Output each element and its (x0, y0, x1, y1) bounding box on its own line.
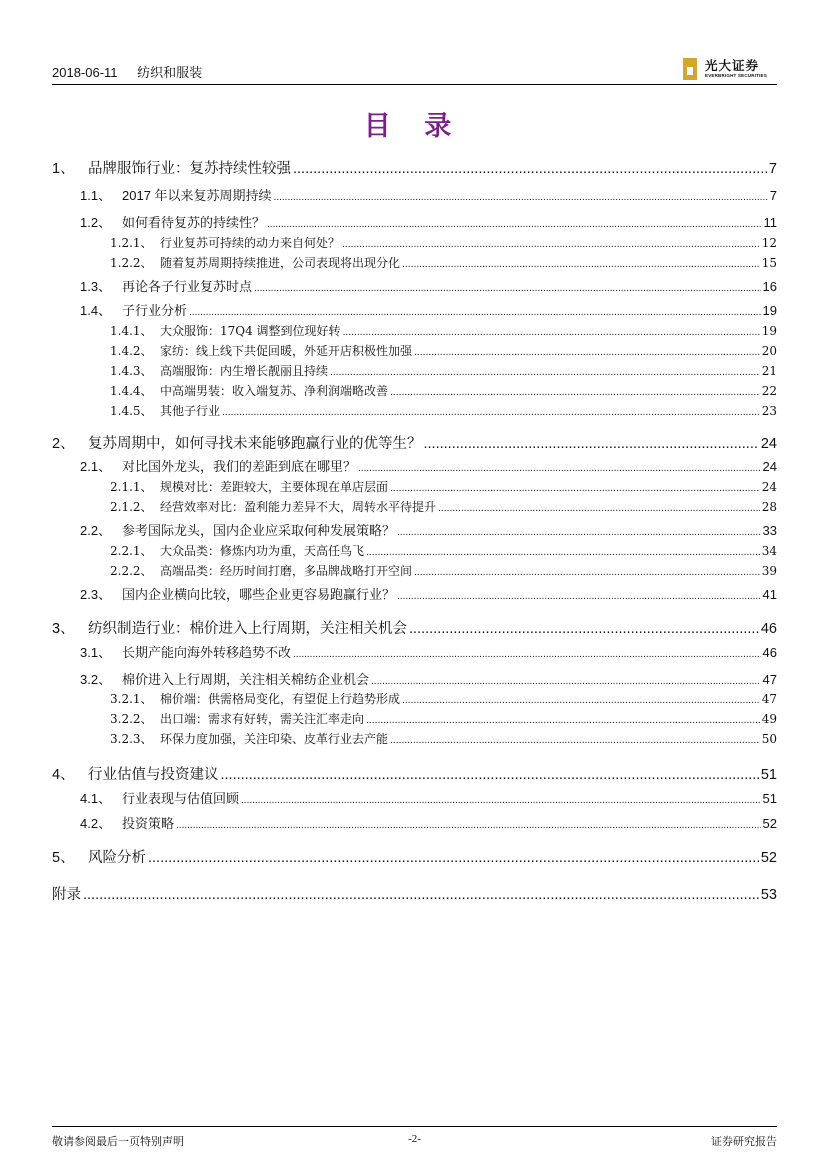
toc-leader-dots (366, 716, 760, 726)
toc-entry-number: 2.2.1、 (110, 544, 153, 558)
toc-entry-number: 3.1、 (80, 645, 112, 660)
toc-entry-page: 53 (760, 887, 777, 903)
toc-entry-page: 16 (762, 279, 777, 294)
toc-entry-title: 国内企业横向比较，哪些企业更容易跑赢行业？ (122, 587, 396, 602)
toc-entry-page: 7 (768, 161, 777, 177)
toc-entry-title: 再论各子行业复苏时点 (122, 279, 253, 294)
toc-entry[interactable] (80, 300, 777, 319)
toc-entry-title: 随着复苏周期持续推进，公司表现将出现分化 (160, 256, 401, 270)
toc-entry-number: 2.1.2、 (110, 500, 153, 514)
toc-entry-title: 经营效率对比：盈利能力差异不大，周转水平待提升 (160, 500, 437, 514)
toc-leader-dots (222, 408, 760, 418)
logo-text-cn: 光大证券 (705, 58, 760, 73)
header-divider (52, 84, 777, 85)
toc-entry-page: 28 (761, 500, 777, 514)
toc-leader-dots (414, 568, 760, 578)
toc-entry[interactable] (110, 342, 777, 359)
toc-leader-dots (342, 240, 760, 250)
toc-entry-title: 对比国外龙头，我们的差距到底在哪里？ (122, 459, 357, 474)
toc-entry-page: 7 (769, 188, 777, 203)
toc-entry-number: 1.4.1、 (110, 324, 153, 338)
toc-entry-title: 棉价进入上行周期，关注相关棉纺企业机会 (122, 672, 370, 687)
toc-entry-page: 33 (762, 523, 777, 538)
toc-entry-title: 高端品类：经历时间打磨，多品牌战略打开空间 (160, 564, 413, 578)
toc-leader-dots (189, 307, 761, 318)
toc-entry-title: 行业估值与投资建议 (88, 767, 219, 783)
disclaimer-note: 敬请参阅最后一页特别声明 (52, 1136, 184, 1148)
industry-name: 纺织和服装 (137, 65, 203, 80)
toc-entry-page: 34 (761, 544, 777, 558)
toc-entry[interactable] (80, 456, 777, 475)
toc-entry-title: 大众服饰：17Q4 调整到位现好转 (160, 324, 341, 338)
toc-entry[interactable] (110, 322, 777, 339)
logo-mark-icon (683, 58, 697, 80)
toc-leader-dots (343, 328, 760, 338)
toc-leader-dots (274, 192, 768, 203)
toc-entry-title: 风险分析 (88, 850, 146, 866)
toc-entry-title: 环保力度加强，关注印染、皮革行业去产能 (160, 732, 389, 746)
footer-divider (52, 1126, 777, 1127)
toc-entry-number: 4.2、 (80, 816, 112, 831)
toc-entry-number: 1.4.4、 (110, 384, 153, 398)
toc-entry-page: 24 (762, 459, 777, 474)
toc-entry-page: 22 (761, 384, 777, 398)
toc-leader-dots (176, 820, 761, 831)
toc-entry[interactable] (110, 402, 777, 419)
toc-leader-dots (330, 368, 760, 378)
company-logo (683, 56, 777, 82)
toc-entry-page: 46 (762, 645, 777, 660)
toc-entry-page: 12 (761, 236, 777, 250)
toc-entry-page: 11 (763, 215, 777, 230)
toc-leader-dots (397, 591, 761, 602)
toc-entry-title: 高端服饰：内生增长靓丽且持续 (160, 364, 329, 378)
toc-entry[interactable] (110, 382, 777, 399)
toc-entry-page: 21 (761, 364, 777, 378)
toc-entry-title: 行业表现与估值回顾 (122, 791, 240, 806)
toc-entry-page: 51 (762, 791, 777, 806)
toc-entry-page: 52 (762, 816, 777, 831)
toc-entry-title: 规模对比：差距较大，主要体现在单店层面 (160, 480, 389, 494)
toc-entry-page: 49 (761, 712, 777, 726)
toc-leader-dots (254, 283, 761, 294)
header-meta (52, 62, 218, 81)
toc-entry[interactable] (110, 542, 777, 559)
toc-entry[interactable] (110, 690, 777, 707)
toc-entry-page: 52 (760, 850, 777, 866)
toc-leader-dots (424, 436, 759, 452)
toc-entry[interactable] (52, 157, 777, 178)
toc-entry-page: 19 (761, 324, 777, 338)
toc-entry-number: 2.2.2、 (110, 564, 153, 578)
toc-entry-title: 如何看待复苏的持续性？ (122, 215, 266, 230)
toc-leader-dots (402, 260, 760, 270)
toc-entry[interactable] (80, 520, 777, 539)
toc-entry-title: 纺织制造行业：棉价进入上行周期，关注相关机会 (88, 621, 407, 637)
toc-entry[interactable] (110, 710, 777, 727)
toc-entry-title: 长期产能向海外转移趋势不改 (122, 645, 292, 660)
toc-entry-number: 3.2.2、 (110, 712, 153, 726)
toc-entry-number: 1.3、 (80, 279, 112, 294)
toc-entry[interactable] (80, 584, 777, 603)
toc-entry-number: 3、 (52, 621, 75, 637)
toc-entry-page: 46 (760, 621, 777, 637)
toc-leader-dots (438, 504, 760, 514)
toc-entry-number: 1.1、 (80, 188, 112, 203)
report-type: 证券研究报告 (711, 1136, 777, 1148)
toc-leader-dots (241, 795, 761, 806)
report-date: 2018-06-11 (52, 65, 118, 80)
toc-entry-title: 大众品类：修炼内功为重，天高任鸟飞 (160, 544, 365, 558)
toc-entry-title: 附录 (52, 887, 81, 903)
toc-leader-dots (390, 736, 760, 746)
toc-leader-dots (221, 767, 759, 783)
toc-entry-title: 棉价端：供需格局变化，有望促上行趋势形成 (160, 692, 401, 706)
toc-entry-number: 1.4.5、 (110, 404, 153, 418)
toc-entry[interactable] (80, 212, 777, 231)
toc-leader-dots (267, 219, 761, 230)
toc-entry-number: 5、 (52, 850, 75, 866)
toc-entry-page: 39 (761, 564, 777, 578)
toc-entry-page: 50 (761, 732, 777, 746)
logo-text-en: EVERBRIGHT SECURITIES (705, 73, 767, 78)
toc-entry-number: 3.2、 (80, 672, 112, 687)
toc-entry-number: 2.1、 (80, 459, 112, 474)
toc-leader-dots (358, 463, 761, 474)
toc-entry-page: 15 (761, 256, 777, 270)
toc-entry[interactable] (110, 362, 777, 379)
toc-entry-number: 1.4.3、 (110, 364, 153, 378)
toc-leader-dots (402, 696, 760, 706)
toc-entry-number: 3.2.1、 (110, 692, 153, 706)
page-title: 目 录 (363, 111, 464, 142)
toc-entry[interactable] (80, 788, 777, 807)
toc-entry[interactable] (80, 813, 777, 832)
toc-entry[interactable] (110, 562, 777, 579)
toc-entry[interactable] (80, 669, 777, 688)
toc-entry[interactable] (80, 276, 777, 295)
toc-entry-number: 1.2.1、 (110, 236, 153, 250)
toc-entry-title: 其他子行业 (160, 404, 221, 418)
toc-leader-dots (83, 887, 759, 903)
toc-entry-title: 家纺：线上线下共促回暖，外延开店积极性加强 (160, 344, 413, 358)
toc-entry[interactable] (110, 234, 777, 251)
toc-entry[interactable] (110, 254, 777, 271)
toc-entry-number: 2.3、 (80, 587, 112, 602)
toc-entry-number: 1、 (52, 161, 75, 177)
toc-entry[interactable] (110, 498, 777, 515)
toc-entry[interactable] (110, 730, 777, 747)
toc-leader-dots (293, 649, 761, 660)
toc-leader-dots (371, 676, 761, 687)
toc-leader-dots (414, 348, 760, 358)
toc-entry-number: 1.2、 (80, 215, 112, 230)
toc-leader-dots (409, 621, 759, 637)
toc-entry-number: 1.4、 (80, 303, 112, 318)
toc-entry-title: 参考国际龙头，国内企业应采取何种发展策略？ (122, 523, 396, 538)
toc-entry[interactable] (52, 432, 777, 453)
toc-entry-number: 4、 (52, 767, 75, 783)
toc-entry-number: 1.2.2、 (110, 256, 153, 270)
toc-entry[interactable] (52, 846, 777, 867)
toc-entry-title: 子行业分析 (122, 303, 188, 318)
toc-entry-title: 中高端男装：收入端复苏、净利润端略改善 (160, 384, 389, 398)
page-number: -2- (408, 1133, 421, 1145)
toc-entry[interactable] (80, 185, 777, 204)
toc-leader-dots (390, 388, 760, 398)
toc-entry-title: 行业复苏可持续的动力来自何处？ (160, 236, 341, 250)
toc-leader-dots (397, 527, 761, 538)
toc-entry-number: 2.2、 (80, 523, 112, 538)
toc-entry-page: 20 (761, 344, 777, 358)
toc-leader-dots (293, 161, 767, 177)
toc-entry[interactable] (80, 642, 777, 661)
page-header (52, 56, 777, 84)
toc-entry-page: 47 (761, 692, 777, 706)
toc-entry-page: 41 (762, 587, 777, 602)
toc-entry-page: 23 (761, 404, 777, 418)
toc-leader-dots (148, 850, 759, 866)
toc-entry-title: 投资策略 (122, 816, 175, 831)
toc-entry[interactable] (52, 763, 777, 784)
toc-entry-number: 4.1、 (80, 791, 112, 806)
toc-leader-dots (366, 548, 760, 558)
toc-entry-number: 3.2.3、 (110, 732, 153, 746)
toc-entry-number: 2、 (52, 436, 75, 452)
toc-entry-title: 出口端：需求有好转，需关注汇率走向 (160, 712, 365, 726)
toc-entry-page: 47 (762, 672, 777, 687)
page-footer (52, 1133, 777, 1149)
toc-entry-title: 品牌服饰行业：复苏持续性较强 (88, 161, 291, 177)
toc-entry-title: 2017 年以来复苏周期持续 (122, 188, 272, 203)
toc-entry[interactable] (110, 478, 777, 495)
toc-leader-dots (390, 484, 760, 494)
toc-entry-title: 复苏周期中，如何寻找未来能够跑赢行业的优等生？ (88, 436, 422, 452)
toc-entry-number: 2.1.1、 (110, 480, 153, 494)
toc-entry[interactable] (52, 617, 777, 638)
toc-entry[interactable] (52, 883, 777, 904)
toc-entry-number: 1.4.2、 (110, 344, 153, 358)
toc-entry-page: 19 (762, 303, 777, 318)
toc-entry-page: 24 (760, 436, 777, 452)
toc-entry-page: 51 (760, 767, 777, 783)
toc-entry-page: 24 (761, 480, 777, 494)
